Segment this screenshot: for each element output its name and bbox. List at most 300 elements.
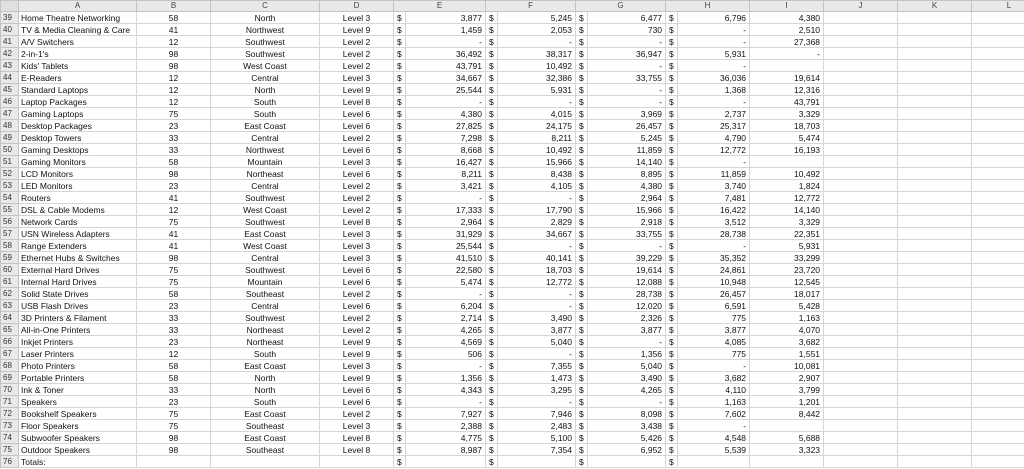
currency-cell[interactable]: $ [666, 252, 678, 264]
product-name-cell[interactable]: Gaming Desktops [19, 144, 137, 156]
amount-cell-i[interactable] [750, 420, 824, 432]
amount-cell-e[interactable]: 1,459 [406, 24, 486, 36]
amount-cell-e[interactable]: 1,356 [406, 372, 486, 384]
cell[interactable] [898, 312, 972, 324]
amount-cell-i[interactable] [750, 156, 824, 168]
quantity-cell[interactable]: 58 [137, 156, 211, 168]
quantity-cell[interactable]: 41 [137, 24, 211, 36]
totals-currency-cell[interactable]: $ [666, 456, 678, 468]
currency-cell[interactable]: $ [576, 444, 588, 456]
amount-cell-g[interactable]: - [588, 336, 666, 348]
amount-cell-h[interactable]: 10,948 [678, 276, 750, 288]
cell[interactable] [972, 72, 1024, 84]
cell[interactable] [898, 60, 972, 72]
totals-cell[interactable] [406, 456, 486, 468]
quantity-cell[interactable]: 58 [137, 360, 211, 372]
select-all-corner[interactable] [1, 1, 19, 12]
row-header[interactable]: 52 [1, 168, 19, 180]
amount-cell-e[interactable]: 43,791 [406, 60, 486, 72]
region-cell[interactable]: North [211, 384, 320, 396]
row-header[interactable]: 68 [1, 360, 19, 372]
cell[interactable] [898, 24, 972, 36]
amount-cell-f[interactable]: - [498, 348, 576, 360]
cell[interactable] [898, 36, 972, 48]
cell[interactable] [824, 204, 898, 216]
currency-cell[interactable]: $ [666, 420, 678, 432]
amount-cell-h[interactable]: 3,877 [678, 324, 750, 336]
amount-cell-e[interactable]: - [406, 288, 486, 300]
level-cell[interactable]: Level 3 [320, 252, 394, 264]
currency-cell[interactable]: $ [666, 348, 678, 360]
cell[interactable] [211, 456, 320, 468]
amount-cell-g[interactable]: - [588, 60, 666, 72]
amount-cell-g[interactable]: 12,020 [588, 300, 666, 312]
row-header[interactable]: 51 [1, 156, 19, 168]
currency-cell[interactable]: $ [394, 48, 406, 60]
amount-cell-f[interactable]: - [498, 300, 576, 312]
row-header[interactable]: 43 [1, 60, 19, 72]
amount-cell-i[interactable]: 12,772 [750, 192, 824, 204]
amount-cell-h[interactable]: 775 [678, 312, 750, 324]
amount-cell-i[interactable]: 23,720 [750, 264, 824, 276]
quantity-cell[interactable]: 75 [137, 264, 211, 276]
currency-cell[interactable]: $ [486, 444, 498, 456]
amount-cell-f[interactable]: - [498, 240, 576, 252]
row-header[interactable]: 76 [1, 456, 19, 468]
region-cell[interactable]: East Coast [211, 432, 320, 444]
product-name-cell[interactable]: Range Extenders [19, 240, 137, 252]
amount-cell-i[interactable]: 14,140 [750, 204, 824, 216]
amount-cell-i[interactable]: 3,329 [750, 108, 824, 120]
cell[interactable] [898, 420, 972, 432]
row-header[interactable]: 56 [1, 216, 19, 228]
amount-cell-f[interactable]: 40,141 [498, 252, 576, 264]
amount-cell-i[interactable]: 12,316 [750, 84, 824, 96]
cell[interactable] [972, 336, 1024, 348]
currency-cell[interactable]: $ [666, 36, 678, 48]
amount-cell-g[interactable]: 5,040 [588, 360, 666, 372]
product-name-cell[interactable]: Laser Printers [19, 348, 137, 360]
amount-cell-i[interactable]: 2,907 [750, 372, 824, 384]
level-cell[interactable]: Level 3 [320, 228, 394, 240]
amount-cell-h[interactable]: 1,163 [678, 396, 750, 408]
amount-cell-h[interactable]: 6,796 [678, 12, 750, 24]
cell[interactable] [898, 348, 972, 360]
amount-cell-g[interactable]: 33,755 [588, 228, 666, 240]
level-cell[interactable]: Level 6 [320, 120, 394, 132]
currency-cell[interactable]: $ [394, 432, 406, 444]
currency-cell[interactable]: $ [486, 288, 498, 300]
cell[interactable] [898, 336, 972, 348]
currency-cell[interactable]: $ [394, 72, 406, 84]
column-header-j[interactable]: J [824, 1, 898, 12]
region-cell[interactable]: Central [211, 180, 320, 192]
cell[interactable] [972, 300, 1024, 312]
currency-cell[interactable]: $ [666, 120, 678, 132]
quantity-cell[interactable]: 58 [137, 372, 211, 384]
column-header-l[interactable]: L [972, 1, 1024, 12]
product-name-cell[interactable]: Outdoor Speakers [19, 444, 137, 456]
currency-cell[interactable]: $ [394, 204, 406, 216]
quantity-cell[interactable]: 23 [137, 120, 211, 132]
level-cell[interactable]: Level 8 [320, 432, 394, 444]
cell[interactable] [137, 456, 211, 468]
amount-cell-i[interactable]: 1,551 [750, 348, 824, 360]
row-header[interactable]: 54 [1, 192, 19, 204]
currency-cell[interactable]: $ [576, 252, 588, 264]
level-cell[interactable]: Level 2 [320, 324, 394, 336]
cell[interactable] [972, 288, 1024, 300]
cell[interactable] [824, 60, 898, 72]
product-name-cell[interactable]: E-Readers [19, 72, 137, 84]
region-cell[interactable]: Southeast [211, 420, 320, 432]
amount-cell-i[interactable]: 3,329 [750, 216, 824, 228]
level-cell[interactable]: Level 9 [320, 336, 394, 348]
cell[interactable] [898, 228, 972, 240]
cell[interactable] [824, 264, 898, 276]
currency-cell[interactable]: $ [576, 264, 588, 276]
region-cell[interactable]: Southeast [211, 444, 320, 456]
amount-cell-g[interactable]: - [588, 96, 666, 108]
product-name-cell[interactable]: TV & Media Cleaning & Care [19, 24, 137, 36]
amount-cell-f[interactable]: 8,438 [498, 168, 576, 180]
cell[interactable] [972, 228, 1024, 240]
currency-cell[interactable]: $ [486, 240, 498, 252]
currency-cell[interactable]: $ [394, 60, 406, 72]
product-name-cell[interactable]: Inkjet Printers [19, 336, 137, 348]
amount-cell-g[interactable]: 11,859 [588, 144, 666, 156]
row-header[interactable]: 71 [1, 396, 19, 408]
cell[interactable] [824, 384, 898, 396]
amount-cell-e[interactable]: 16,427 [406, 156, 486, 168]
region-cell[interactable]: North [211, 372, 320, 384]
amount-cell-e[interactable]: 22,580 [406, 264, 486, 276]
quantity-cell[interactable]: 33 [137, 324, 211, 336]
currency-cell[interactable]: $ [394, 336, 406, 348]
level-cell[interactable]: Level 9 [320, 348, 394, 360]
cell[interactable] [898, 168, 972, 180]
row-header[interactable]: 75 [1, 444, 19, 456]
cell[interactable] [972, 444, 1024, 456]
quantity-cell[interactable]: 33 [137, 312, 211, 324]
currency-cell[interactable]: $ [576, 192, 588, 204]
product-name-cell[interactable]: Routers [19, 192, 137, 204]
cell[interactable] [824, 180, 898, 192]
row-header[interactable]: 70 [1, 384, 19, 396]
cell[interactable] [972, 204, 1024, 216]
amount-cell-i[interactable]: 18,017 [750, 288, 824, 300]
cell[interactable] [972, 408, 1024, 420]
totals-currency-cell[interactable]: $ [486, 456, 498, 468]
amount-cell-h[interactable]: 2,737 [678, 108, 750, 120]
region-cell[interactable]: Southwest [211, 312, 320, 324]
currency-cell[interactable]: $ [666, 108, 678, 120]
amount-cell-f[interactable]: 7,354 [498, 444, 576, 456]
cell[interactable] [972, 36, 1024, 48]
cell[interactable] [824, 156, 898, 168]
quantity-cell[interactable]: 12 [137, 204, 211, 216]
amount-cell-g[interactable]: 3,438 [588, 420, 666, 432]
amount-cell-h[interactable]: - [678, 24, 750, 36]
amount-cell-g[interactable]: 5,426 [588, 432, 666, 444]
currency-cell[interactable]: $ [486, 204, 498, 216]
amount-cell-i[interactable]: 5,688 [750, 432, 824, 444]
level-cell[interactable]: Level 6 [320, 108, 394, 120]
totals-label-cell[interactable]: Totals: [19, 456, 137, 468]
product-name-cell[interactable]: Standard Laptops [19, 84, 137, 96]
currency-cell[interactable]: $ [576, 24, 588, 36]
currency-cell[interactable]: $ [394, 192, 406, 204]
product-name-cell[interactable]: Desktop Packages [19, 120, 137, 132]
amount-cell-f[interactable]: 4,015 [498, 108, 576, 120]
amount-cell-h[interactable]: - [678, 420, 750, 432]
currency-cell[interactable]: $ [666, 144, 678, 156]
currency-cell[interactable]: $ [576, 108, 588, 120]
amount-cell-i[interactable]: - [750, 48, 824, 60]
level-cell[interactable]: Level 8 [320, 216, 394, 228]
currency-cell[interactable]: $ [486, 360, 498, 372]
cell[interactable] [972, 84, 1024, 96]
cell[interactable] [972, 432, 1024, 444]
cell[interactable] [972, 240, 1024, 252]
amount-cell-i[interactable]: 16,193 [750, 144, 824, 156]
row-header[interactable]: 66 [1, 336, 19, 348]
amount-cell-e[interactable]: 25,544 [406, 240, 486, 252]
currency-cell[interactable]: $ [576, 324, 588, 336]
cell[interactable] [824, 36, 898, 48]
row-header[interactable]: 65 [1, 324, 19, 336]
cell[interactable] [972, 132, 1024, 144]
region-cell[interactable]: West Coast [211, 240, 320, 252]
amount-cell-e[interactable]: 2,964 [406, 216, 486, 228]
amount-cell-g[interactable]: 6,477 [588, 12, 666, 24]
cell[interactable] [898, 84, 972, 96]
region-cell[interactable]: Southwest [211, 264, 320, 276]
cell[interactable] [898, 204, 972, 216]
row-header[interactable]: 41 [1, 36, 19, 48]
amount-cell-f[interactable]: - [498, 36, 576, 48]
amount-cell-h[interactable]: 12,772 [678, 144, 750, 156]
amount-cell-i[interactable]: 10,081 [750, 360, 824, 372]
quantity-cell[interactable]: 41 [137, 228, 211, 240]
row-header[interactable]: 45 [1, 84, 19, 96]
currency-cell[interactable]: $ [486, 300, 498, 312]
cell[interactable] [972, 60, 1024, 72]
amount-cell-f[interactable]: 24,175 [498, 120, 576, 132]
currency-cell[interactable]: $ [394, 24, 406, 36]
amount-cell-f[interactable]: 15,966 [498, 156, 576, 168]
row-header[interactable]: 48 [1, 120, 19, 132]
currency-cell[interactable]: $ [486, 24, 498, 36]
quantity-cell[interactable]: 75 [137, 420, 211, 432]
cell[interactable] [972, 192, 1024, 204]
cell[interactable] [972, 156, 1024, 168]
amount-cell-h[interactable]: 16,422 [678, 204, 750, 216]
amount-cell-f[interactable]: - [498, 396, 576, 408]
currency-cell[interactable]: $ [394, 180, 406, 192]
currency-cell[interactable]: $ [576, 48, 588, 60]
amount-cell-i[interactable]: 19,614 [750, 72, 824, 84]
quantity-cell[interactable]: 23 [137, 300, 211, 312]
amount-cell-g[interactable]: 3,969 [588, 108, 666, 120]
quantity-cell[interactable]: 33 [137, 144, 211, 156]
quantity-cell[interactable]: 75 [137, 408, 211, 420]
amount-cell-i[interactable]: 3,799 [750, 384, 824, 396]
quantity-cell[interactable]: 98 [137, 444, 211, 456]
product-name-cell[interactable]: Ethernet Hubs & Switches [19, 252, 137, 264]
product-name-cell[interactable]: 2-in-1's [19, 48, 137, 60]
region-cell[interactable]: South [211, 96, 320, 108]
amount-cell-i[interactable]: 5,931 [750, 240, 824, 252]
cell[interactable] [824, 84, 898, 96]
currency-cell[interactable]: $ [486, 336, 498, 348]
cell[interactable] [972, 360, 1024, 372]
quantity-cell[interactable]: 12 [137, 96, 211, 108]
quantity-cell[interactable]: 33 [137, 132, 211, 144]
cell[interactable] [898, 360, 972, 372]
cell[interactable] [824, 252, 898, 264]
cell[interactable] [898, 12, 972, 24]
cell[interactable] [898, 264, 972, 276]
amount-cell-h[interactable]: - [678, 360, 750, 372]
cell[interactable] [972, 108, 1024, 120]
currency-cell[interactable]: $ [666, 324, 678, 336]
cell[interactable] [824, 396, 898, 408]
level-cell[interactable]: Level 9 [320, 24, 394, 36]
currency-cell[interactable]: $ [666, 12, 678, 24]
quantity-cell[interactable]: 58 [137, 288, 211, 300]
row-header[interactable]: 49 [1, 132, 19, 144]
cell[interactable] [898, 252, 972, 264]
amount-cell-i[interactable]: 10,492 [750, 168, 824, 180]
row-header[interactable]: 61 [1, 276, 19, 288]
currency-cell[interactable]: $ [666, 216, 678, 228]
amount-cell-f[interactable]: 7,355 [498, 360, 576, 372]
currency-cell[interactable]: $ [576, 384, 588, 396]
cell[interactable] [972, 180, 1024, 192]
amount-cell-h[interactable]: 5,539 [678, 444, 750, 456]
cell[interactable] [898, 48, 972, 60]
amount-cell-f[interactable]: 3,877 [498, 324, 576, 336]
cell[interactable] [972, 276, 1024, 288]
totals-cell[interactable] [750, 456, 824, 468]
product-name-cell[interactable]: DSL & Cable Modems [19, 204, 137, 216]
row-header[interactable]: 50 [1, 144, 19, 156]
row-header[interactable]: 44 [1, 72, 19, 84]
amount-cell-i[interactable]: 4,070 [750, 324, 824, 336]
amount-cell-i[interactable]: 33,299 [750, 252, 824, 264]
amount-cell-f[interactable]: 3,295 [498, 384, 576, 396]
amount-cell-g[interactable]: 8,895 [588, 168, 666, 180]
amount-cell-e[interactable]: 4,343 [406, 384, 486, 396]
amount-cell-e[interactable]: - [406, 360, 486, 372]
cell[interactable] [824, 72, 898, 84]
currency-cell[interactable]: $ [576, 60, 588, 72]
amount-cell-g[interactable]: - [588, 396, 666, 408]
quantity-cell[interactable]: 98 [137, 168, 211, 180]
cell[interactable] [972, 252, 1024, 264]
row-header[interactable]: 39 [1, 12, 19, 24]
row-header[interactable]: 62 [1, 288, 19, 300]
currency-cell[interactable]: $ [576, 300, 588, 312]
currency-cell[interactable]: $ [576, 36, 588, 48]
amount-cell-f[interactable]: 34,667 [498, 228, 576, 240]
totals-currency-cell[interactable]: $ [576, 456, 588, 468]
currency-cell[interactable]: $ [666, 432, 678, 444]
amount-cell-g[interactable]: 6,952 [588, 444, 666, 456]
amount-cell-e[interactable]: - [406, 396, 486, 408]
quantity-cell[interactable]: 75 [137, 216, 211, 228]
amount-cell-g[interactable]: 14,140 [588, 156, 666, 168]
region-cell[interactable]: Northwest [211, 144, 320, 156]
currency-cell[interactable]: $ [666, 180, 678, 192]
column-header-a[interactable]: A [19, 1, 137, 12]
region-cell[interactable]: Central [211, 132, 320, 144]
currency-cell[interactable]: $ [394, 120, 406, 132]
currency-cell[interactable]: $ [576, 312, 588, 324]
currency-cell[interactable]: $ [576, 396, 588, 408]
amount-cell-i[interactable] [750, 60, 824, 72]
currency-cell[interactable]: $ [576, 288, 588, 300]
currency-cell[interactable]: $ [394, 252, 406, 264]
currency-cell[interactable]: $ [486, 132, 498, 144]
cell[interactable] [824, 300, 898, 312]
currency-cell[interactable]: $ [576, 216, 588, 228]
quantity-cell[interactable]: 98 [137, 48, 211, 60]
currency-cell[interactable]: $ [394, 36, 406, 48]
cell[interactable] [898, 372, 972, 384]
level-cell[interactable]: Level 6 [320, 264, 394, 276]
cell[interactable] [972, 216, 1024, 228]
currency-cell[interactable]: $ [486, 96, 498, 108]
cell[interactable] [320, 456, 394, 468]
cell[interactable] [898, 456, 972, 468]
amount-cell-i[interactable]: 5,428 [750, 300, 824, 312]
amount-cell-g[interactable]: 26,457 [588, 120, 666, 132]
region-cell[interactable]: East Coast [211, 120, 320, 132]
product-name-cell[interactable]: A/V Switchers [19, 36, 137, 48]
column-header-f[interactable]: F [486, 1, 576, 12]
amount-cell-e[interactable]: 31,929 [406, 228, 486, 240]
amount-cell-g[interactable]: 3,877 [588, 324, 666, 336]
cell[interactable] [972, 396, 1024, 408]
cell[interactable] [898, 324, 972, 336]
product-name-cell[interactable]: Photo Printers [19, 360, 137, 372]
currency-cell[interactable]: $ [394, 168, 406, 180]
currency-cell[interactable]: $ [666, 372, 678, 384]
amount-cell-f[interactable]: 7,946 [498, 408, 576, 420]
currency-cell[interactable]: $ [394, 156, 406, 168]
cell[interactable] [824, 408, 898, 420]
currency-cell[interactable]: $ [486, 408, 498, 420]
quantity-cell[interactable]: 75 [137, 276, 211, 288]
cell[interactable] [824, 348, 898, 360]
row-header[interactable]: 53 [1, 180, 19, 192]
currency-cell[interactable]: $ [486, 228, 498, 240]
region-cell[interactable]: Mountain [211, 156, 320, 168]
region-cell[interactable]: Northeast [211, 168, 320, 180]
currency-cell[interactable]: $ [576, 96, 588, 108]
level-cell[interactable]: Level 2 [320, 192, 394, 204]
currency-cell[interactable]: $ [394, 420, 406, 432]
currency-cell[interactable]: $ [666, 48, 678, 60]
currency-cell[interactable]: $ [486, 144, 498, 156]
currency-cell[interactable]: $ [394, 96, 406, 108]
amount-cell-g[interactable]: 12,088 [588, 276, 666, 288]
amount-cell-f[interactable]: 5,100 [498, 432, 576, 444]
cell[interactable] [972, 456, 1024, 468]
currency-cell[interactable]: $ [666, 60, 678, 72]
